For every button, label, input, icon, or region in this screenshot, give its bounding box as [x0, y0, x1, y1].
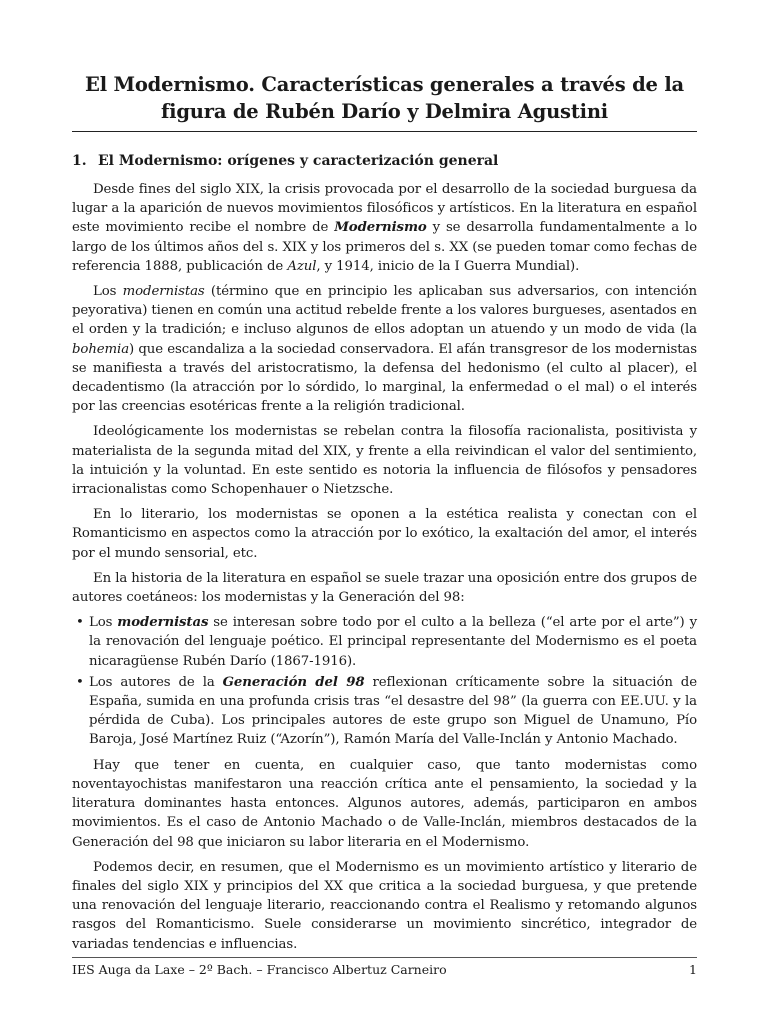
footer-credit: IES Auga da Laxe – 2º Bach. – Francisco Albertuz Carneiro: [72, 962, 447, 977]
bullet-text-pre: Los autores de la: [89, 674, 223, 690]
p2-text-c: (término que en principio les aplicaban sus adversarios, con intención peyorativa) tienen en común una actitud rebelde frente a los valores burgueses, asentados en el orden y la tradición; e incluso algunos de ellos adoptan un atuendo y un modo de vida (la: [72, 284, 697, 338]
term-modernistas: modernistas: [122, 284, 205, 300]
p1-text-a: Desde fines del siglo XIX, la crisis provocada por el desarrollo de la sociedad burguesa da lugar a la aparición de nuevos movimientos filosóficos y artísticos. En la literatura en español este movimiento recibe el nombre de: [72, 182, 697, 236]
document-title: El Modernismo. Características generales a través de la figura de Rubén Darío y Delmira Agustini: [85, 73, 684, 123]
page-footer: [72, 957, 697, 978]
bullet-list: [72, 613, 697, 749]
p1-text-e: , y 1914, inicio de la I Guerra Mundial).: [316, 258, 580, 274]
p2-text-a: Los: [93, 284, 123, 300]
bullet-text-post: reflexionan críticamente sobre la situación de España, sumida en una profunda crisis tras “el desastre del 98” (la guerra con EE.UU. y la pérdida de Cuba). Los principales autores de este grupo son Miguel de Unamuno, Pío Baroja, José Martínez Ruiz (“Azorín”), Ramón María del Valle-Inclán y Antonio Machado.: [89, 674, 697, 748]
paragraph-4: En lo literario, los modernistas se oponen a la estética realista y conectan con el Romanticismo en aspectos como la atracción por lo exótico, la exaltación del amor, el interés por el mundo sensorial, etc.: [72, 507, 697, 561]
bullet-text-pre: Los: [89, 615, 118, 631]
bullet-text-post: se interesan sobre todo por el culto a la belleza (“el arte por el arte”) y la renovación del lenguaje poético. El principal representante del Modernismo es el poeta nicaragüense Rubén Darío (1867-1916).: [89, 615, 697, 669]
title-azul: Azul: [287, 258, 317, 274]
paragraph-1: [72, 180, 697, 276]
page-number: 1: [689, 962, 697, 977]
bullet-marker: •: [76, 615, 84, 631]
section-number: 1.: [72, 153, 87, 169]
section-heading: [72, 152, 697, 170]
paragraph-2: [72, 282, 697, 416]
term-modernistas-bold: modernistas: [117, 615, 209, 631]
term-modernismo: Modernismo: [334, 220, 427, 236]
p2-text-e: ) que escandaliza a la sociedad conservadora. El afán transgresor de los modernistas se manifiesta a través del aristocratismo, la defensa del hedonismo (el culto al placer), el decadentismo (la atracción por lo sórdido, lo marginal, la enfermedad o el mal) o el interés por las creencias esotéricas frente a la religión tradicional.: [72, 341, 697, 415]
term-generacion-98: Generación del 98: [222, 674, 365, 690]
paragraph-6: Hay que tener en cuenta, en cualquier caso, que tanto modernistas como noventayochistas manifestaron una reacción crítica ante el pensamiento, la sociedad y la literatura dominantes hasta entonces. Algunos autores, además, participaron en ambos movimientos. Es el caso de Antonio Machado o de Valle-Inclán, miembros destacados de la Generación del 98 que iniciaron su labor literaria en el Modernismo.: [72, 757, 697, 850]
paragraph-7: Podemos decir, en resumen, que el Modernismo es un movimiento artístico y literario de finales del siglo XIX y principios del XX que critica a la sociedad burguesa, y que pretende una renovación del lenguaje literario, reaccionando contra el Realismo y retomando algunos rasgos del Romanticismo. Suele considerarse un movimiento sincrético, integrador de variadas tendencias e influencias.: [72, 859, 697, 952]
p1-text-c: y se desarrolla fundamentalmente a lo largo de los últimos años del s. XIX y los primeros del s. XX (se pueden tomar como fechas de referencia 1888, publicación de: [72, 220, 697, 274]
bullet-marker: •: [76, 674, 84, 690]
title-divider: [72, 131, 697, 132]
list-item: [72, 613, 697, 671]
paragraph-3: Ideológicamente los modernistas se rebelan contra la filosofía racionalista, positivista y materialista de la segunda mitad del XIX, y frente a ella reivindican el valor del sentimiento, la intuición y la voluntad. En este sentido es notoria la influencia de filósofos y pensadores irracionalistas como Schopenhauer o Nietzsche.: [72, 424, 697, 498]
paragraph-5: En la historia de la literatura en español se suele trazar una oposición entre dos grupos de autores coetáneos: los modernistas y la Generación del 98:: [72, 570, 697, 606]
list-item: [72, 673, 697, 750]
section-title: El Modernismo: orígenes y caracterización general: [98, 153, 499, 169]
term-bohemia: bohemia: [72, 341, 130, 357]
